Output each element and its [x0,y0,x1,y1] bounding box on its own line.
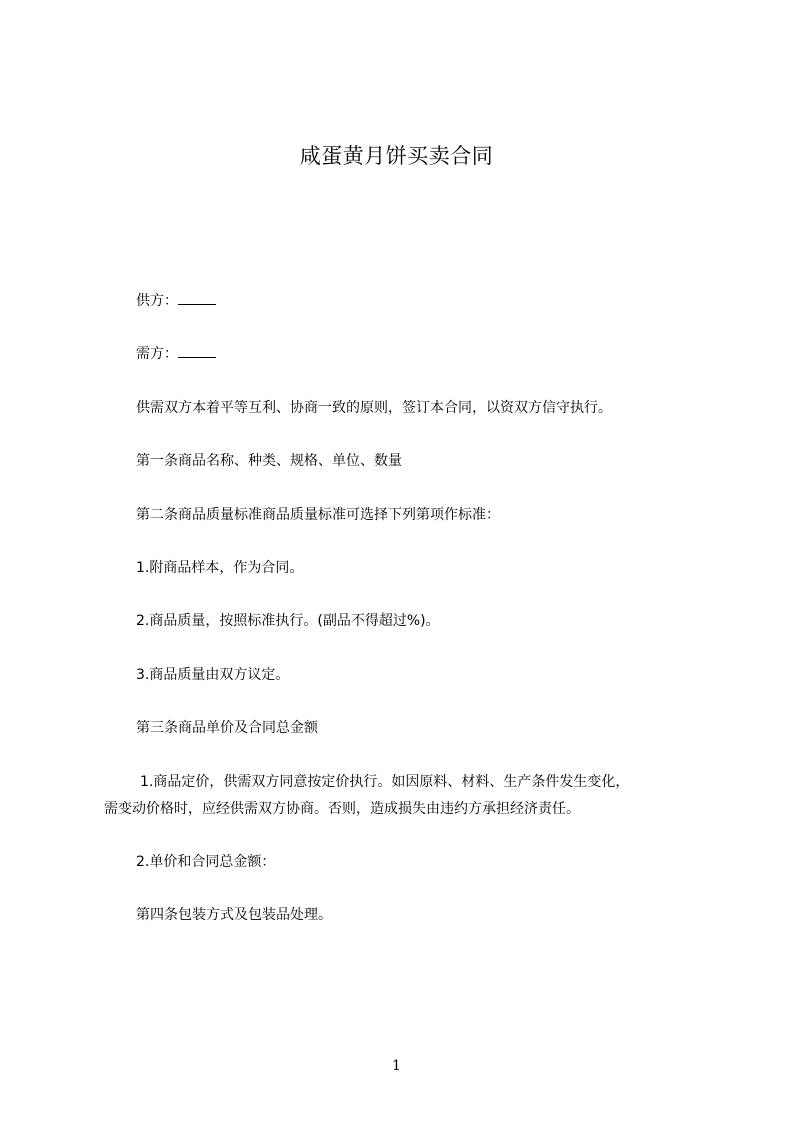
article-3-heading: 第三条商品单价及合同总金额 [136,720,318,736]
page-number: 1 [392,1058,401,1074]
document-title: 咸蛋黄月饼买卖合同 [299,144,494,168]
supplier-line [136,291,216,311]
article-1-heading: 第一条商品名称、种类、规格、单位、数量 [136,453,402,469]
article-2-heading: 第二条商品质量标准商品质量标准可选择下列第项作标准： [136,507,500,523]
article-2-item-2: 2.商品质量，按照标准执行。(副品不得超过%)。 [136,613,440,629]
article-3-item-1-line-1: 1.商品定价，供需双方同意按定价执行。如因原料、材料、生产条件发生变化， [140,774,630,790]
article-3-item-2: 2.单价和合同总金额： [136,854,276,870]
article-2-item-3: 3.商品质量由双方议定。 [136,667,290,683]
buyer-blank [178,344,216,358]
article-3-item-1-line-2: 需变动价格时，应经供需双方协商。否则，造成损失由违约方承担经济责任。 [104,801,580,817]
supplier-label: 供方： [136,293,178,309]
intro-paragraph: 供需双方本着平等互利、协商一致的原则，签订本合同，以资双方信守执行。 [136,400,612,416]
article-4-heading: 第四条包装方式及包装品处理。 [136,907,332,923]
article-2-item-1: 1.附商品样本，作为合同。 [136,560,304,576]
supplier-blank [178,291,216,305]
buyer-line [136,344,216,364]
buyer-label: 需方： [136,346,178,362]
